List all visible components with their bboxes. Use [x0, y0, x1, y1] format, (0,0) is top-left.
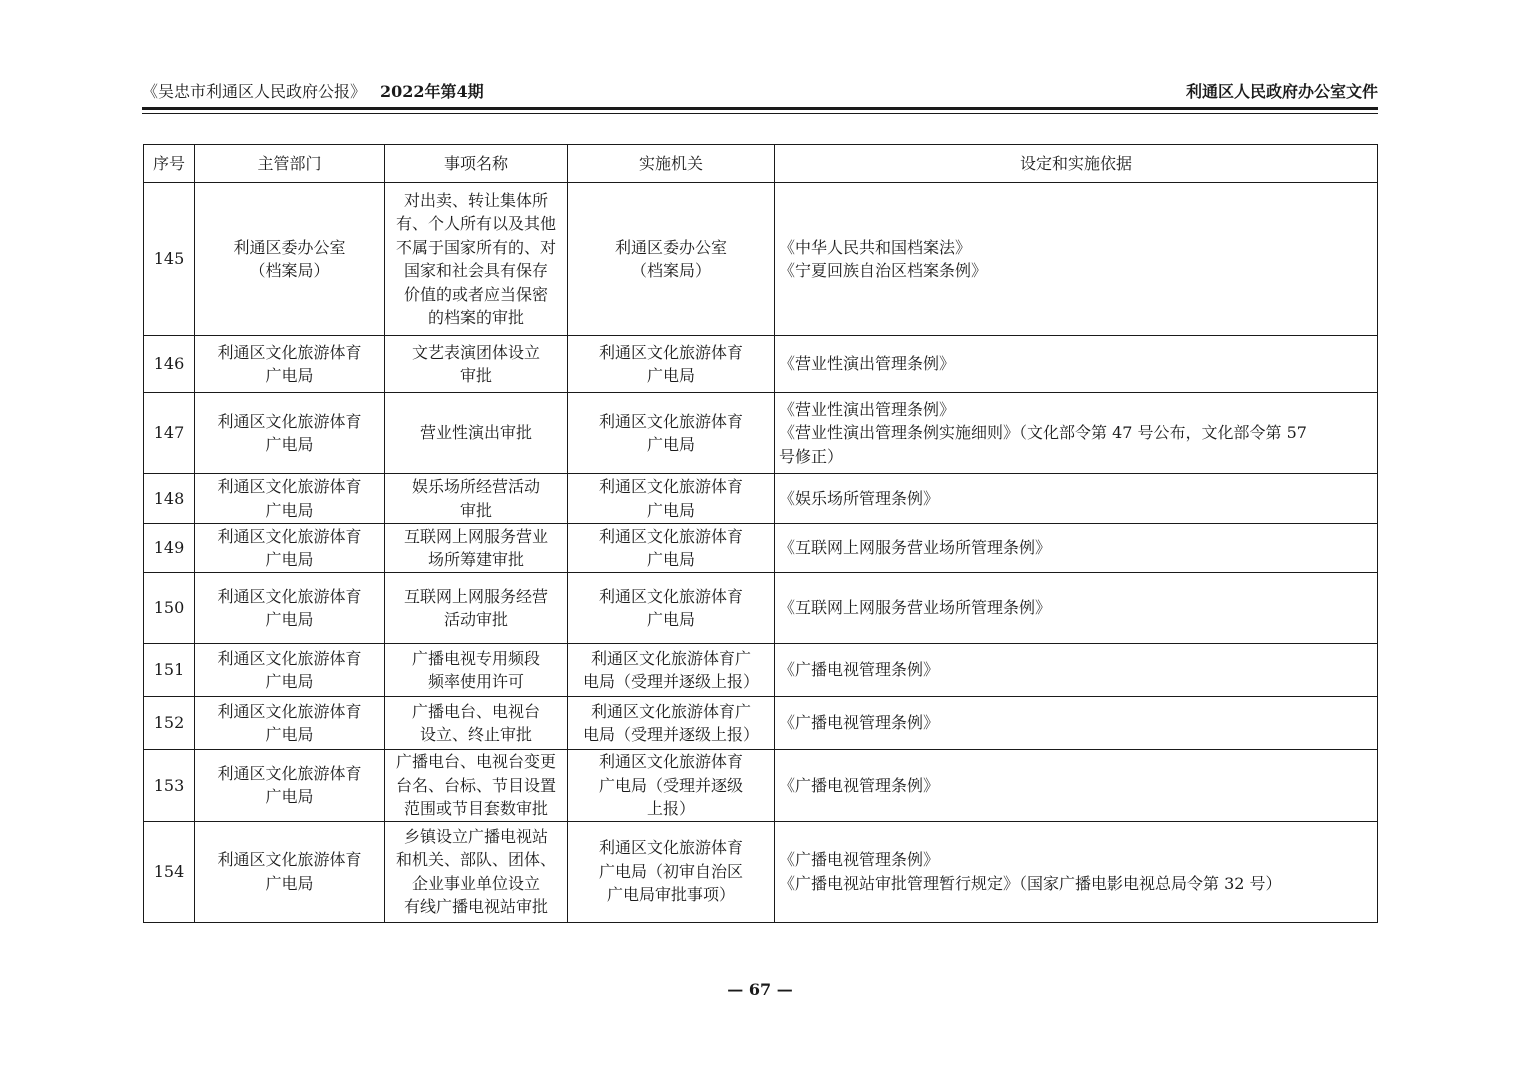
cell-dept: [195, 393, 385, 474]
cell-basis: [775, 573, 1378, 644]
gazette-issue: 2022年第4期: [380, 82, 484, 101]
cell-dept: [195, 644, 385, 697]
cell-item-line: 范围或节目套数审批: [403, 799, 548, 818]
cell-agency-line: 广电局: [646, 610, 695, 629]
cell-item-line: 对出卖、转让集体所: [403, 190, 548, 210]
cell-dept-line: 利通区文化旅游体育: [217, 701, 362, 721]
cell-dept-line: 广电局: [265, 500, 314, 520]
cell-basis-line: 《营业性演出管理条例》: [779, 354, 956, 374]
cell-item-line: 活动审批: [443, 610, 508, 629]
cell-basis-line: 《广播电视管理条例》: [779, 660, 940, 680]
cell-dept: [195, 336, 385, 393]
cell-agency: [568, 821, 775, 922]
cell-dept-line: 广电局: [265, 787, 314, 807]
cell-dept: [195, 697, 385, 750]
cell-agency-line: 广电局: [646, 366, 695, 385]
header-left: [142, 80, 484, 104]
cell-item: [385, 336, 568, 393]
cell-item-line: 不属于国家所有的、对: [395, 237, 556, 257]
cell-item: [385, 474, 568, 524]
approval-items-table: [143, 144, 1378, 923]
cell-basis: [775, 474, 1378, 524]
cell-dept-line: 广电局: [265, 550, 314, 569]
cell-agency-line: 广电局: [646, 435, 695, 454]
column-header-agency: 实施机关: [568, 145, 775, 183]
cell-no: 149: [144, 524, 195, 573]
cell-dept: [195, 573, 385, 644]
cell-agency: [568, 644, 775, 697]
cell-item-line: 广播电视专用频段: [411, 648, 540, 668]
cell-no: 154: [144, 821, 195, 922]
cell-agency-line: 电局（受理并逐级上报）: [582, 672, 759, 691]
cell-agency-line: 利通区文化旅游体育: [598, 477, 743, 496]
page-header: [142, 80, 1378, 104]
cell-basis-line: 《广播电视管理条例》: [779, 850, 940, 869]
cell-agency-line: 利通区文化旅游体育广: [590, 648, 751, 668]
cell-dept-line: 利通区文化旅游体育: [217, 648, 362, 668]
cell-dept-line: 广电局: [265, 672, 314, 691]
cell-agency: [568, 474, 775, 524]
cell-item: [385, 644, 568, 697]
cell-basis: [775, 524, 1378, 573]
header-rule-thick: [142, 107, 1378, 110]
cell-agency: [568, 697, 775, 750]
cell-item-line: 互联网上网服务经营: [403, 586, 548, 606]
cell-basis-line: 《营业性演出管理条例实施细则》（文化部令第 47 号公布，文化部令第 57: [779, 423, 1307, 443]
cell-agency: [568, 524, 775, 573]
column-header-basis: 设定和实施依据: [775, 145, 1378, 183]
cell-dept-line: 利通区文化旅游体育: [217, 850, 362, 869]
cell-item-line: 场所筹建审批: [427, 550, 524, 569]
cell-dept-line: 利通区文化旅游体育: [217, 411, 362, 431]
header-document-type: 利通区人民政府办公室文件: [1185, 82, 1378, 101]
cell-item-line: 的档案的审批: [427, 308, 524, 327]
cell-agency: [568, 750, 775, 822]
cell-basis: [775, 821, 1378, 922]
cell-item-line: 广播电台、电视台变更: [395, 752, 556, 771]
cell-basis: [775, 697, 1378, 750]
cell-agency: [568, 393, 775, 474]
cell-item-line: 设立、终止审批: [419, 725, 532, 744]
cell-dept-line: 利通区文化旅游体育: [217, 763, 362, 783]
column-header-item: 事项名称: [385, 145, 568, 183]
cell-basis-line: 号修正）: [779, 446, 844, 466]
table-row: [144, 393, 1378, 474]
gazette-title: 《吴忠市利通区人民政府公报》: [142, 82, 367, 101]
cell-dept-line: 广电局: [265, 725, 314, 744]
cell-agency-line: 电局（受理并逐级上报）: [582, 725, 759, 744]
cell-item-line: 文艺表演团体设立: [411, 342, 540, 362]
cell-item-line: 乡镇设立广播电视站: [403, 826, 548, 846]
cell-dept-line: 利通区文化旅游体育: [217, 526, 362, 546]
cell-agency-line: 利通区文化旅游体育广: [590, 701, 751, 721]
cell-dept-line: 广电局: [265, 610, 314, 629]
cell-no: 145: [144, 183, 195, 336]
cell-dept: [195, 524, 385, 573]
cell-agency-line: 利通区文化旅游体育: [598, 586, 743, 606]
cell-item-line: 审批: [459, 366, 492, 385]
table-row: [144, 644, 1378, 697]
cell-basis: [775, 183, 1378, 336]
cell-basis-line: 《广播电视管理条例》: [779, 713, 940, 733]
cell-item-line: 价值的或者应当保密: [403, 284, 548, 304]
cell-basis-line: 《中华人民共和国档案法》: [779, 237, 972, 257]
cell-item-line: 国家和社会具有保存: [403, 261, 548, 280]
cell-item-line: 审批: [459, 500, 492, 520]
cell-agency-line: 利通区文化旅游体育: [598, 838, 743, 858]
cell-dept: [195, 750, 385, 822]
cell-no: 150: [144, 573, 195, 644]
cell-item-line: 娱乐场所经营活动: [411, 477, 540, 496]
column-header-dept: 主管部门: [195, 145, 385, 183]
cell-no: 146: [144, 336, 195, 393]
cell-agency-line: 广电局审批事项）: [606, 885, 735, 905]
cell-item: [385, 393, 568, 474]
table-row: [144, 336, 1378, 393]
cell-no: 147: [144, 393, 195, 474]
cell-dept-line: 利通区委办公室: [233, 237, 346, 257]
cell-agency: [568, 183, 775, 336]
cell-agency-line: 上报）: [646, 799, 695, 818]
cell-dept-line: 利通区文化旅游体育: [217, 342, 362, 362]
cell-agency-line: 广电局: [646, 550, 695, 569]
cell-basis: [775, 336, 1378, 393]
cell-item-line: 营业性演出审批: [419, 423, 532, 443]
cell-dept-line: 利通区文化旅游体育: [217, 586, 362, 606]
cell-item-line: 台名、台标、节目设置: [395, 775, 556, 795]
cell-agency-line: 广电局: [646, 500, 695, 520]
cell-basis-line: 《娱乐场所管理条例》: [779, 488, 940, 508]
cell-no: 152: [144, 697, 195, 750]
cell-item-line: 企业事业单位设立: [411, 873, 540, 893]
cell-basis-line: 《广播电视站审批管理暂行规定》（国家广播电影电视总局令第 32 号）: [779, 873, 1282, 893]
table-row: [144, 474, 1378, 524]
cell-item-line: 有、个人所有以及其他: [395, 214, 556, 233]
cell-agency-line: 广电局（受理并逐级: [598, 775, 743, 795]
cell-item: [385, 524, 568, 573]
table-body: [144, 183, 1378, 923]
cell-item: [385, 573, 568, 644]
header-rule-thin: [142, 113, 1378, 114]
cell-no: 151: [144, 644, 195, 697]
cell-dept-line: 利通区文化旅游体育: [217, 477, 362, 496]
cell-agency-line: （档案局）: [630, 261, 711, 280]
cell-dept: [195, 183, 385, 336]
table-row: [144, 573, 1378, 644]
cell-dept-line: 广电局: [265, 435, 314, 454]
cell-dept-line: （档案局）: [249, 261, 330, 280]
cell-basis-line: 《宁夏回族自治区档案条例》: [779, 261, 988, 280]
table-row: [144, 821, 1378, 922]
cell-agency-line: 利通区文化旅游体育: [598, 752, 743, 771]
table-row: [144, 183, 1378, 336]
table-row: [144, 524, 1378, 573]
cell-basis-line: 《广播电视管理条例》: [779, 775, 940, 795]
cell-agency-line: 广电局（初审自治区: [598, 861, 743, 881]
cell-agency-line: 利通区文化旅游体育: [598, 526, 743, 546]
cell-no: 148: [144, 474, 195, 524]
cell-item-line: 有线广播电视站审批: [403, 897, 548, 916]
cell-item: [385, 750, 568, 822]
column-header-no: 序号: [144, 145, 195, 183]
cell-basis-line: 《互联网上网服务营业场所管理条例》: [779, 598, 1052, 618]
cell-basis-line: 《互联网上网服务营业场所管理条例》: [779, 538, 1052, 558]
cell-item-line: 互联网上网服务营业: [403, 526, 548, 546]
cell-dept-line: 广电局: [265, 366, 314, 385]
cell-dept: [195, 821, 385, 922]
cell-agency-line: 利通区委办公室: [614, 237, 727, 257]
cell-item: [385, 183, 568, 336]
cell-item: [385, 821, 568, 922]
cell-item: [385, 697, 568, 750]
cell-no: 153: [144, 750, 195, 822]
cell-agency-line: 利通区文化旅游体育: [598, 411, 743, 431]
cell-basis: [775, 644, 1378, 697]
table-row: [144, 750, 1378, 822]
cell-dept-line: 广电局: [265, 873, 314, 893]
cell-item-line: 频率使用许可: [427, 672, 524, 691]
cell-basis: [775, 393, 1378, 474]
page-number: — 67 —: [727, 980, 793, 999]
table-row: [144, 697, 1378, 750]
cell-item-line: 广播电台、电视台: [411, 701, 540, 721]
cell-agency: [568, 573, 775, 644]
cell-basis-line: 《营业性演出管理条例》: [779, 399, 956, 419]
cell-item-line: 和机关、部队、团体、: [395, 850, 556, 869]
table-header-row: [144, 145, 1378, 183]
cell-agency: [568, 336, 775, 393]
cell-dept: [195, 474, 385, 524]
cell-basis: [775, 750, 1378, 822]
cell-agency-line: 利通区文化旅游体育: [598, 342, 743, 362]
